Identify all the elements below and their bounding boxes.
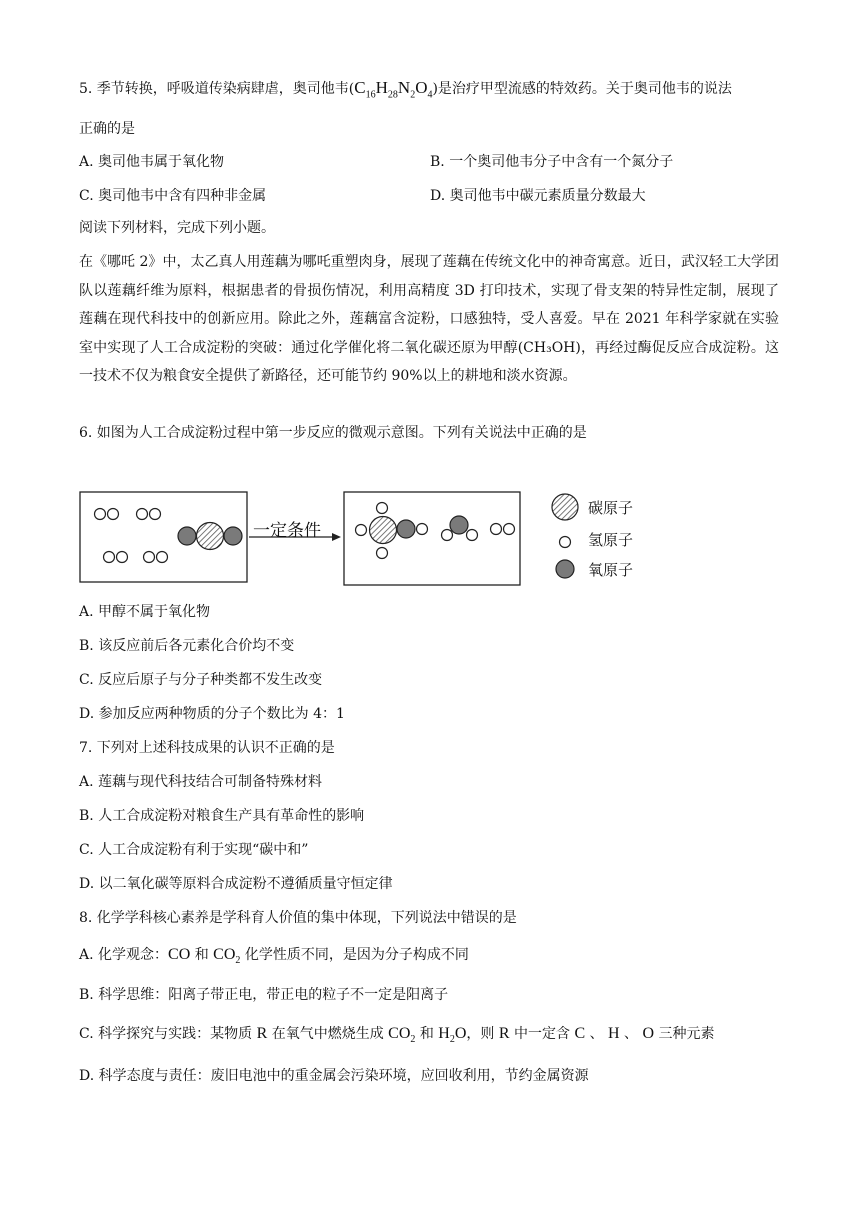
q6-stem: 6. 如图为人工合成淀粉过程中第一步反应的微观示意图。下列有关说法中正确的是 bbox=[79, 425, 587, 441]
carbon-atom-legend-icon bbox=[552, 494, 578, 520]
q6-option-a[interactable]: A. 甲醇不属于氧化物 bbox=[79, 604, 211, 620]
q7-option-b[interactable]: B. 人工合成淀粉对粮食生产具有革命性的影响 bbox=[79, 808, 365, 824]
reactants-box bbox=[80, 492, 247, 582]
reaction-condition-label: 一定条件 bbox=[253, 521, 321, 541]
water-molecule bbox=[442, 516, 478, 541]
products-box bbox=[344, 492, 520, 585]
q7-option-a[interactable]: A. 莲藕与现代科技结合可制备特殊材料 bbox=[79, 774, 323, 790]
oxygen-atom-legend-icon bbox=[556, 560, 574, 578]
q5-option-b[interactable]: B. 一个奥司他韦分子中含有一个氮分子 bbox=[430, 154, 674, 170]
q7-option-c[interactable]: C. 人工合成淀粉有利于实现“碳中和” bbox=[79, 842, 309, 858]
legend-hydrogen-label: 氢原子 bbox=[588, 531, 634, 549]
hydrogen-molecule-product bbox=[491, 524, 515, 535]
q5-option-d[interactable]: D. 奥司他韦中碳元素质量分数最大 bbox=[430, 188, 646, 204]
q8-option-b[interactable]: B. 科学思维：阳离子带正电，带正电的粒子不一定是阳离子 bbox=[79, 987, 449, 1003]
q8-option-a[interactable]: A. 化学观念：CO 和 $CO_2$ 化学性质不同，是因为分子构成不同 bbox=[79, 946, 469, 967]
q5-stem-line1: 5. 季节转换，呼吸道传染病肆虐，奥司他韦$(C_{16}H_{28}N_2O_4)$是治疗甲型流感的特效药。关于奥司他韦的说法 bbox=[79, 78, 732, 101]
q5-stem-line2: 正确的是 bbox=[79, 121, 135, 137]
q7-option-d[interactable]: D. 以二氧化碳等原料合成淀粉不遵循质量守恒定律 bbox=[79, 876, 393, 892]
q6-option-c[interactable]: C. 反应后原子与分子种类都不发生改变 bbox=[79, 672, 323, 688]
methanol-molecule bbox=[356, 503, 428, 559]
reading-intro: 阅读下列材料，完成下列小题。 bbox=[79, 220, 275, 236]
hydrogen-atom-legend-icon bbox=[560, 537, 571, 548]
diagram-legend bbox=[552, 494, 578, 578]
q5-option-a[interactable]: A. 奥司他韦属于氧化物 bbox=[79, 154, 225, 170]
q5-option-c[interactable]: C. 奥司他韦中含有四种非金属 bbox=[79, 188, 267, 204]
q6-option-b[interactable]: B. 该反应前后各元素化合价均不变 bbox=[79, 638, 295, 654]
q6-option-d[interactable]: D. 参加反应两种物质的分子个数比为 4：1 bbox=[79, 706, 345, 722]
q8-option-c[interactable]: C. 科学探究与实践：某物质 R 在氧气中燃烧生成 $CO_2$ 和 $H_2O$，则 R 中一定含 C 、 H 、 O 三种元素 bbox=[79, 1025, 715, 1046]
q8-stem: 8. 化学学科核心素养是学科育人价值的集中体现，下列说法中错误的是 bbox=[79, 910, 517, 926]
q8-option-d[interactable]: D. 科学态度与责任：废旧电池中的重金属会污染环境，应回收利用，节约金属资源 bbox=[79, 1068, 589, 1084]
oseltamivir-formula: $C_{16}H_{28}N_2O_4$ bbox=[354, 78, 433, 101]
co2-molecule bbox=[178, 523, 242, 550]
q7-stem: 7. 下列对上述科技成果的认识不正确的是 bbox=[79, 740, 335, 756]
hydrogen-molecules-reactants bbox=[95, 509, 168, 563]
reading-material: 在《哪吒 2》中，太乙真人用莲藕为哪吒重塑肉身，展现了莲藕在传统文化中的神奇寓意。近日，武汉轻工大学团队以莲藕纤维为原料，根据患者的骨损伤情况，利用高精度 3D 打印技术，实现了骨支架的特异性定制，展现了莲藕在现代科技中的创新应用。除此之外，莲藕富含淀粉，口感独特，受人喜爱。早在 2021 年科学家就在实验室中实现了人工合成淀粉的突破：通过化学催化将二氧化碳还原为甲醇(CH₃OH)，再经过酶促反应合成淀粉。这一技术不仅为粮食安全提供了新路径，还可能节约 90%以上的耕地和淡水资源。 bbox=[79, 254, 779, 385]
legend-oxygen-label: 氧原子 bbox=[588, 561, 634, 579]
legend-carbon-label: 碳原子 bbox=[588, 499, 634, 517]
